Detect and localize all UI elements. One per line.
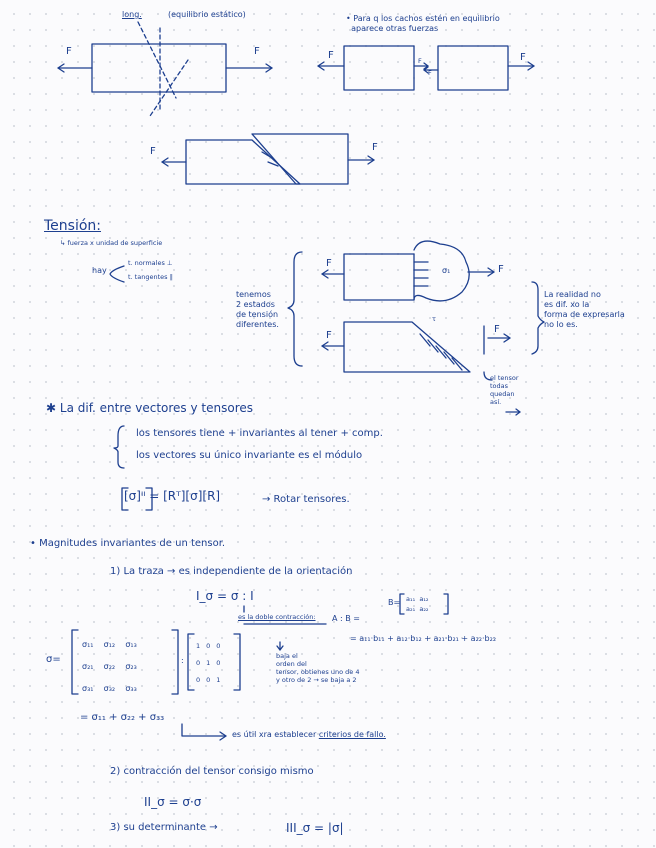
matrix-bracket [72,630,78,694]
note-line: tensor, obtienes uno de 4 [276,668,360,677]
matrix-cell: 0 [216,659,227,667]
piece-left [344,46,414,90]
piece-right [438,46,508,90]
force-label-small: F [428,69,432,77]
ab-expression: A : B = [332,614,360,623]
trace-sum: = σ₁₁ + σ₂₂ + σ₃₃ [80,712,165,723]
matrix-cell: 1 [216,676,227,684]
matrix-bracket [234,634,240,690]
tensors-invariants: los tensores tiene + invariantes al tener + comp. [136,428,383,439]
force-label: F [372,142,378,153]
failure-criteria: criterios de fallo. [318,730,386,739]
trapezoid-right [252,134,348,184]
diff-heading [46,402,253,416]
note-line: diferentes. [236,320,279,329]
normal-stress: t. normales ⊥ [128,259,173,267]
note-line: así. [490,398,502,407]
tension-definition: ↳ fuerza x unidad de superficie [60,239,163,247]
heading-text: Magnitudes invariantes de un tensor. [39,538,226,549]
matrix-bracket [172,630,178,694]
force-label: F [66,46,72,57]
matrix-bracket [444,594,448,614]
tangent-stress: t. tangentes ∥ [128,273,173,281]
definition-text: fuerza x unidad de superficie [67,239,163,247]
note-text: es útil xra establecer [232,730,317,739]
matrix-cell: σ₁₁ [82,640,94,649]
matrix-cell: 0 [216,642,227,650]
note-line: baja el [276,652,298,660]
tension-heading: Tensión: [44,218,101,234]
note-line: y otro de 2 → se baja a 2 [276,676,357,685]
sigma-matrix-label: σ= [46,654,61,665]
matrix-cell: σ₃₂ [103,684,116,693]
sum-arrow [182,724,226,736]
note-line: todas [490,382,509,391]
colon-operator: : [181,656,184,665]
failure-criteria-note [232,730,386,739]
matrix-cell: σ₂₃ [125,662,137,671]
force-label: F [150,146,156,157]
asterisk-icon: ✱ [46,401,57,415]
tension-trapezoid [344,322,470,372]
sigma-label: σ₁ [442,266,451,275]
note-line: 2 estados [236,300,275,309]
matrix-cell: 0 [206,676,217,684]
matrix-cell: a₂₁ [406,605,416,613]
reality-note [544,290,625,330]
invariants-heading: • Magnitudes invariantes de un tensor. [30,538,226,549]
item-number: 2) [110,766,121,777]
tension-block [344,254,414,300]
tau-label: τ [432,315,436,323]
bracket-right [532,282,544,354]
item-text: su determinante → [123,822,218,833]
matrix-cell: 1 [206,659,217,667]
matrix-bracket [188,634,194,690]
matrix-cell: σ₁₂ [103,640,116,649]
note-line: no lo es. [544,320,578,329]
item-text: La traza → es independiente de la orientación [123,566,353,577]
vectors-invariant: los vectores su único invariante es el módulo [136,450,363,461]
note-line: La realidad no [544,290,601,299]
force-label: F [254,46,260,57]
bar-drawing [92,44,226,92]
heading-text: La dif. entre vectores y tensores [59,401,253,415]
hay-label: hay [92,266,107,275]
matrix-cell: a₁₁ [406,595,416,603]
contraction-expansion: = a₁₁·b₁₁ + a₁₂·b₁₂ + a₂₁·b₂₁ + a₂₂·b₂₂ [350,634,497,643]
matrix-bracket [400,594,404,614]
two-states-note [236,290,279,330]
note-line: tenemos [236,290,271,299]
matrix-cell: σ₂₁ [82,662,94,671]
force-label: F [326,258,332,269]
note-line: quedan [490,390,515,399]
trace-equation: I_σ = σ : I [196,589,254,603]
equilibrium-right-note: • Para q los cachos estén en equilibrio aparece otras fuerzas [346,14,500,33]
matrix-cell: σ₃₃ [125,684,137,693]
note-line: de tensión [236,310,279,319]
force-label: F [498,264,504,275]
matrix-cell: σ₃₁ [82,684,94,693]
third-invariant: III_σ = |σ| [286,821,344,835]
force-label: F [326,330,332,341]
matrix-cell: σ₁₃ [125,640,137,649]
longitudinal-label: long. [122,10,142,19]
note-line: es dif. xo la [544,300,590,309]
second-invariant: II_σ = σ·σ [144,795,202,809]
item-1 [110,566,353,578]
brace-small [110,266,124,282]
item-number: 1) [110,566,121,577]
matrix-cell: 0 [206,642,217,650]
matrix-sigma [82,634,137,700]
matrix-a [406,594,429,614]
force-label: F [520,52,526,63]
order-note [276,652,359,685]
force-label-small: F [418,57,422,65]
matrix-cell: 1 [196,642,207,650]
rotation-equation: [σ]ᴵᴵ = [Rᵀ][σ][R] [124,489,221,503]
matrix-identity [196,638,226,689]
note-line: Para q los cachos estén en equilibrio [353,14,500,23]
matrix-cell: a₂₂ [419,605,429,613]
bracket-left [288,252,302,366]
note-line: el tensor [490,374,519,382]
brace-diff [114,426,124,468]
note-line: orden del [276,660,307,669]
force-label: F [328,50,334,61]
rotate-tensors: → Rotar tensores. [262,494,350,505]
item-2 [110,766,314,778]
item-number: 3) [110,822,121,833]
cut-line-oblique-2 [150,60,188,116]
double-contraction: es la doble contracción: [238,613,316,621]
tensor-small-note [490,374,519,407]
matrix-cell: 0 [196,659,207,667]
equilibrium-note: (equilibrio estático) [168,10,246,19]
b-label: B= [388,598,401,607]
item-text: contracción del tensor consigo mismo [123,766,314,777]
matrix-cell: σ₂₂ [103,662,116,671]
matrix-cell: 0 [196,676,207,684]
item-3 [110,822,218,834]
matrix-cell: a₁₂ [419,595,429,603]
force-label: F [494,324,500,335]
note-line: forma de expresarla [544,310,625,319]
note-line: aparece otras fuerzas [351,24,439,33]
trapezoid-left [186,140,300,184]
